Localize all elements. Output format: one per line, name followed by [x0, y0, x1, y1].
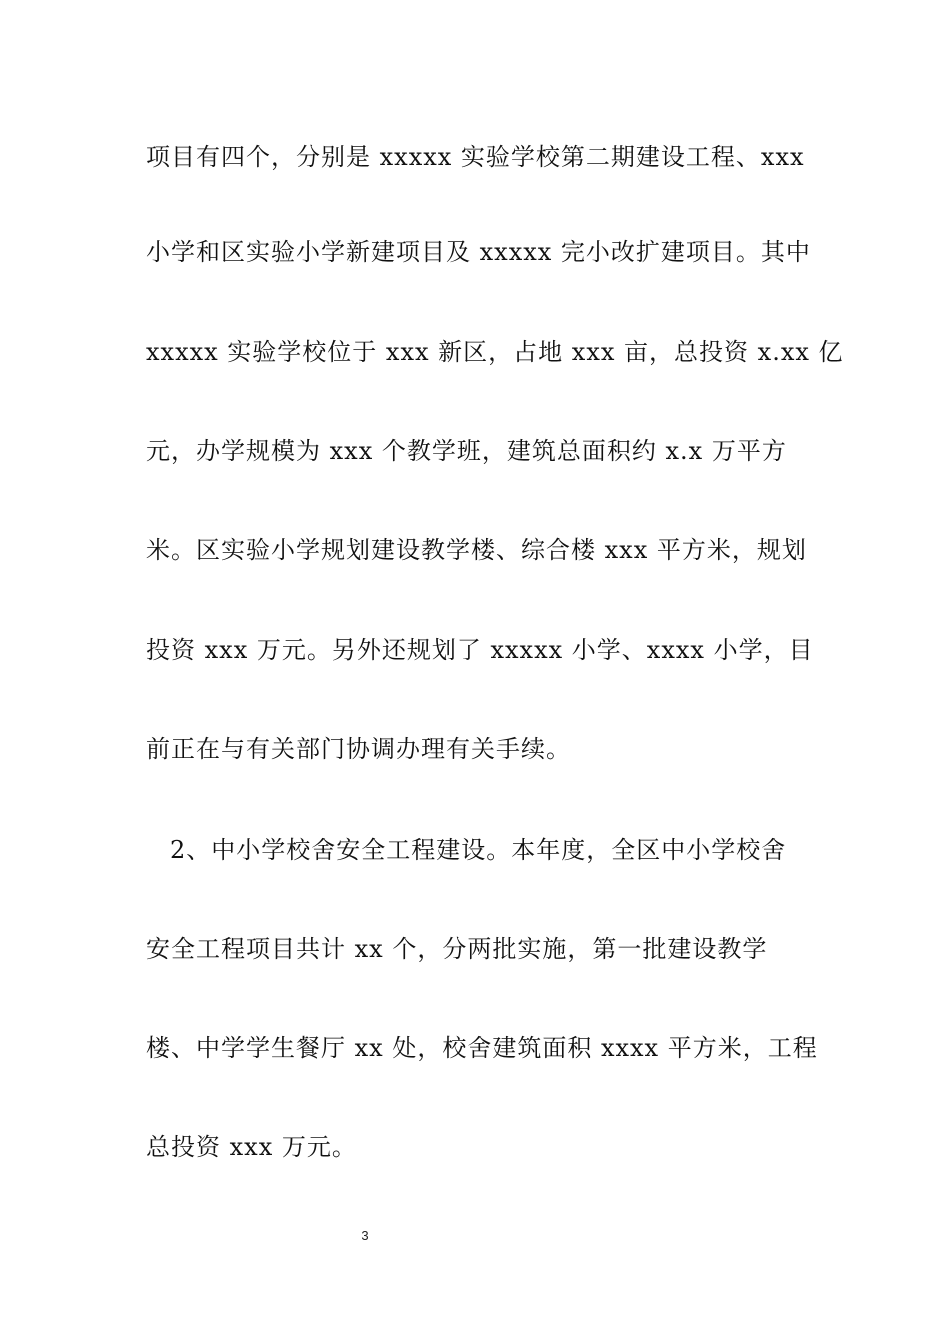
page-number: 3	[361, 1228, 369, 1243]
paragraph-line: 米。区实验小学规划建设教学楼、综合楼 xxx 平方米，规划	[146, 536, 807, 564]
paragraph-line: 项目有四个，分别是 xxxxx 实验学校第二期建设工程、xxx	[146, 143, 805, 171]
paragraph-line: 前正在与有关部门协调办理有关手续。	[146, 735, 571, 763]
paragraph-line: 投资 xxx 万元。另外还规划了 xxxxx 小学、xxxx 小学，目	[146, 636, 814, 664]
paragraph-line: xxxxx 实验学校位于 xxx 新区，占地 xxx 亩，总投资 x.xx 亿	[146, 338, 844, 366]
section-heading-line: 2、中小学校舍安全工程建设。本年度，全区中小学校舍	[170, 836, 787, 864]
paragraph-line: 总投资 xxx 万元。	[146, 1133, 357, 1161]
paragraph-line: 元，办学规模为 xxx 个教学班，建筑总面积约 x.x 万平方	[146, 437, 787, 465]
paragraph-line: 楼、中学学生餐厅 xx 处，校舍建筑面积 xxxx 平方米，工程	[146, 1034, 818, 1062]
paragraph-line: 安全工程项目共计 xx 个，分两批实施，第一批建设教学	[146, 935, 768, 963]
paragraph-line: 小学和区实验小学新建项目及 xxxxx 完小改扩建项目。其中	[146, 238, 811, 266]
